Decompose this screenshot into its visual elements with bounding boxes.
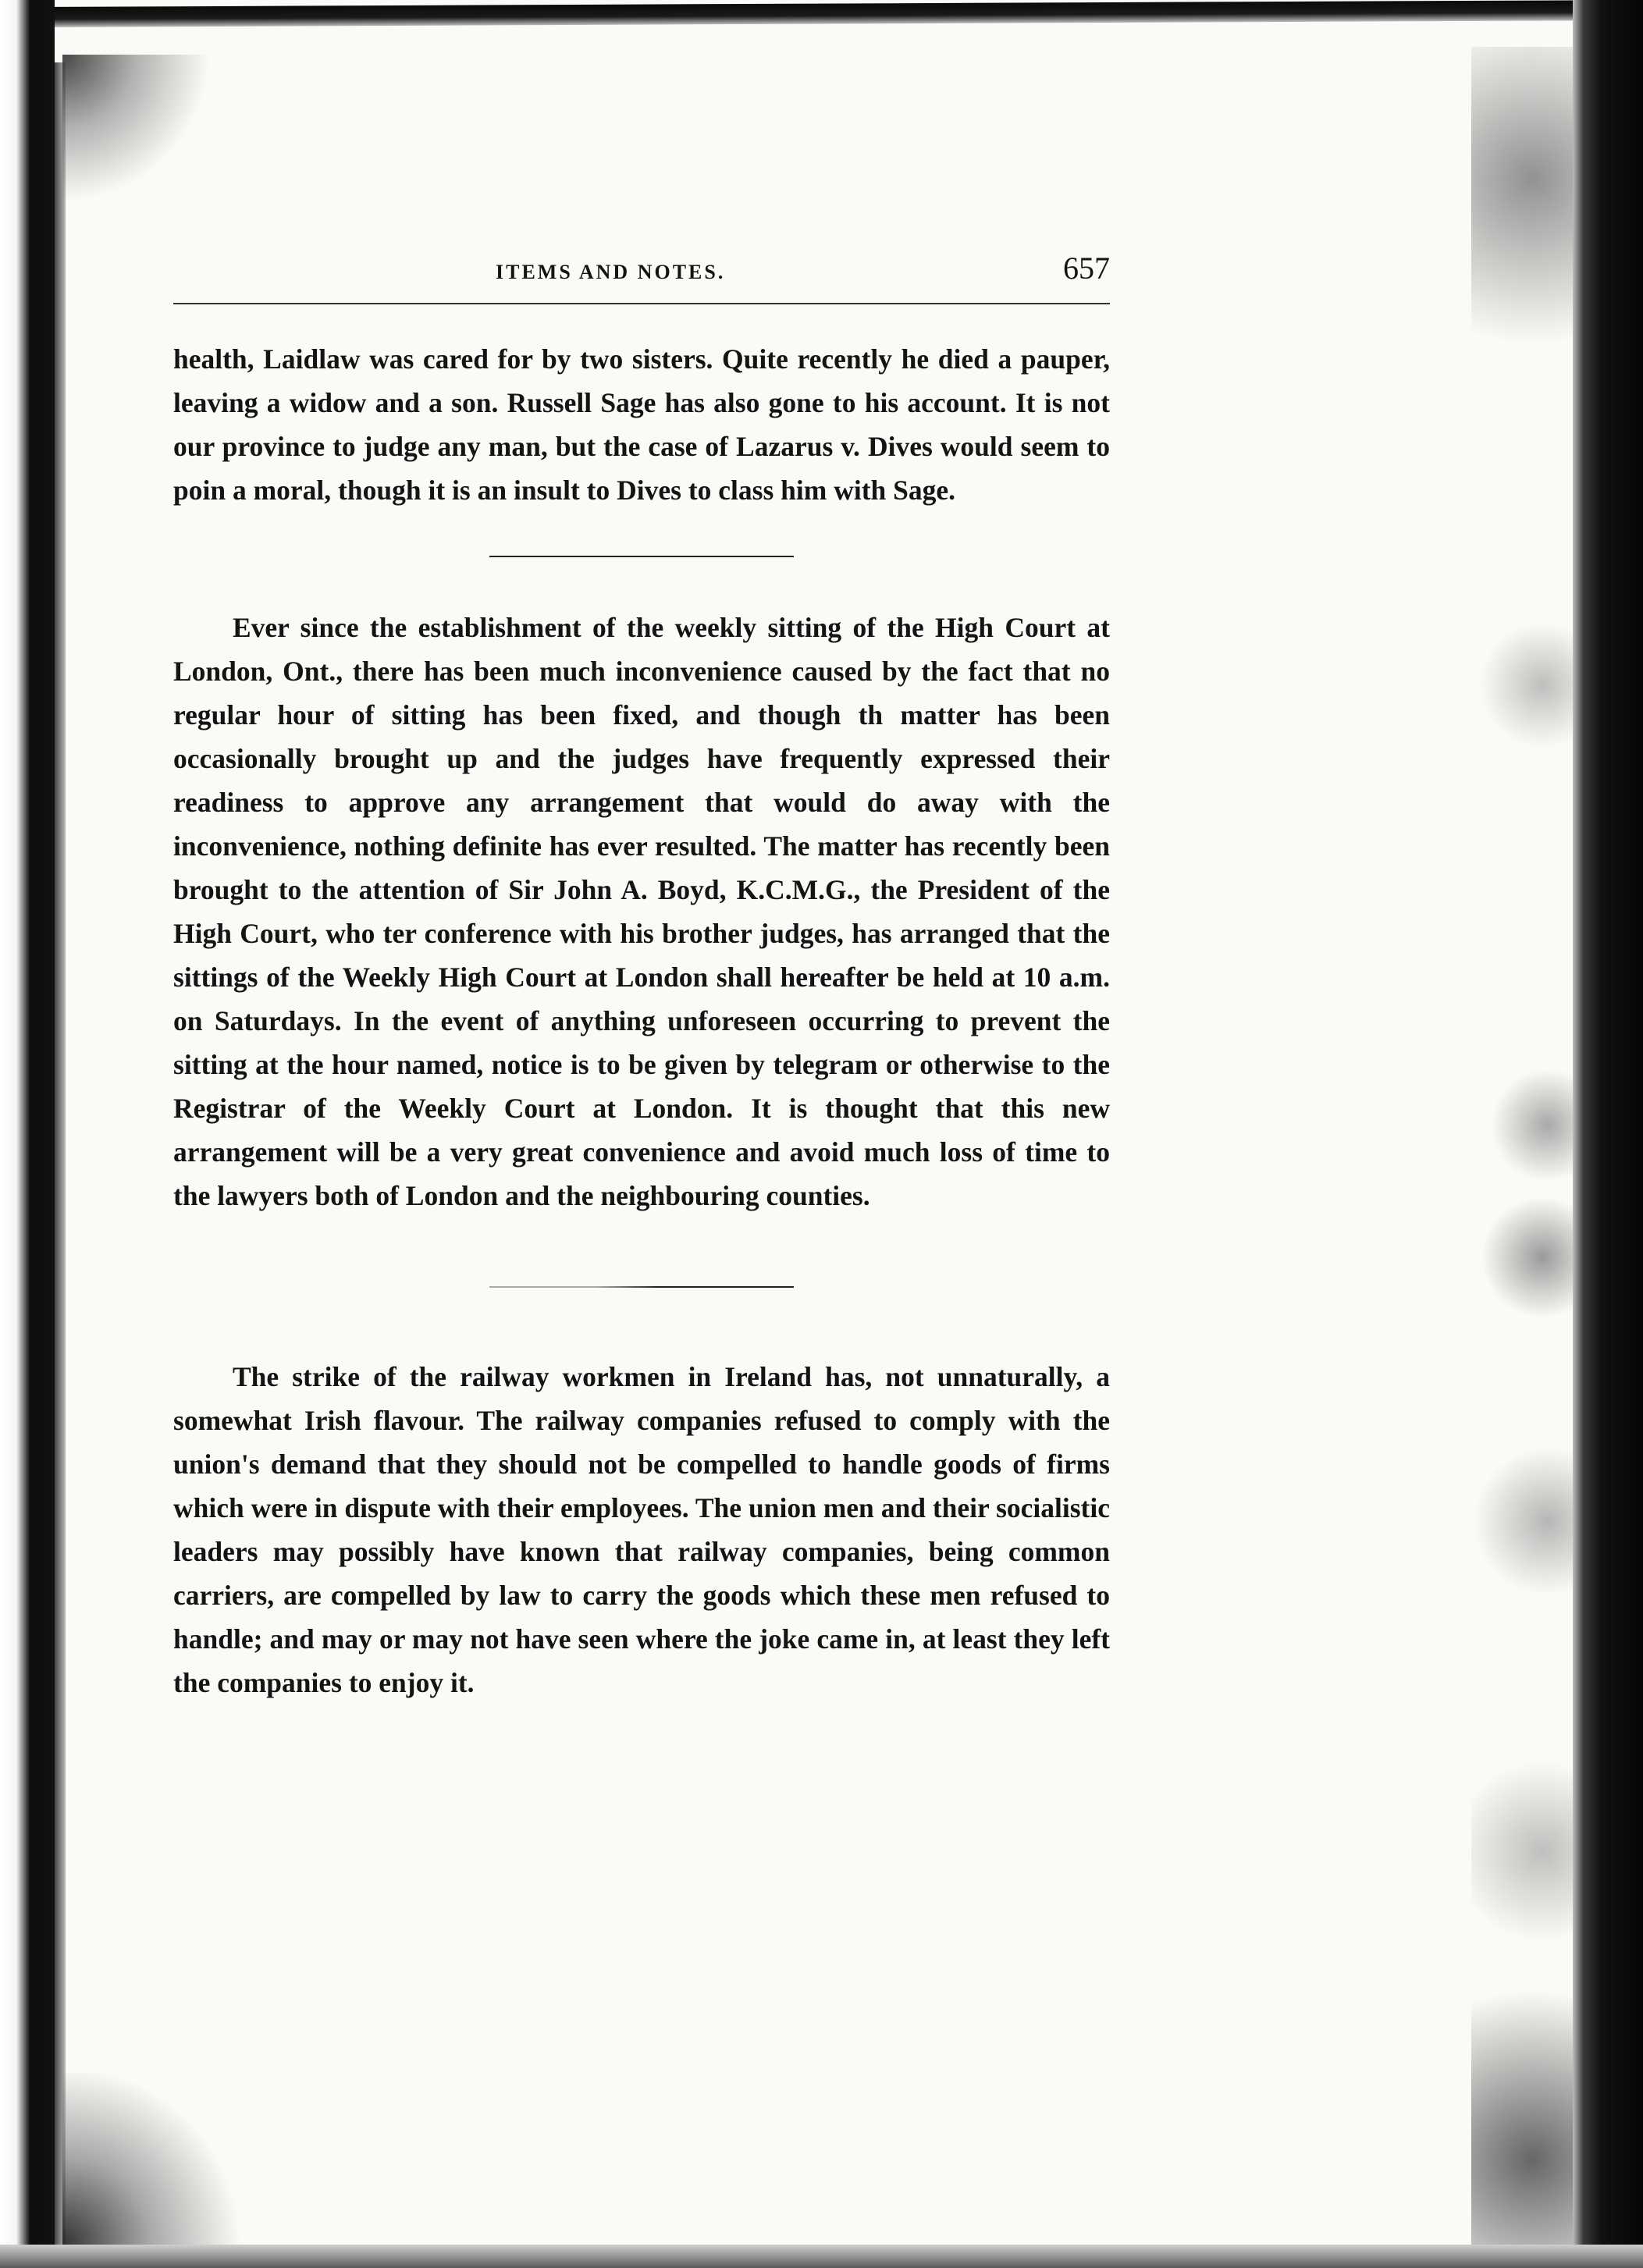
scan-top-edge-shadow [0, 0, 1643, 27]
paragraph-laidlaw: health, Laidlaw was cared for by two sisters. Quite recently he died a pauper, leaving a widow and a son. Russell Sage has also gone to his account. It is not our province to judge any man, but the case of Lazarus v. Dives would seem to poin a moral, though it is an insult to Dives to class him with Sage. [173, 343, 1110, 506]
page-content [173, 250, 1110, 1705]
running-head [173, 250, 1110, 297]
scan-bottom-edge-shadow [0, 2245, 1643, 2268]
running-title: ITEMS AND NOTES. [496, 261, 726, 283]
section-divider [489, 1286, 794, 1288]
scan-right-edge-shadow [1573, 0, 1643, 2268]
scan-left-edge-shadow [0, 0, 55, 2268]
page-number: 657 [1063, 251, 1110, 286]
scan-left-inner-shadow [55, 62, 66, 2268]
paragraph-high-court: Ever since the establishment of the weekly sitting of the High Court at London, Ont., there has been much inconvenience caused by the fact that no regular hour of sitting has been fixed, and though th matter has been occasionally brought up and the judges have frequently expressed their readiness to approve any arrangement that would do away with the inconvenience, nothing definite has ever resulted. The matter has recently been brought to the attention of Sir John A. Boyd, K.C.M.G., the President of the High Court, who ter conference with his brother judges, has arranged that the sittings of the Weekly High Court at London shall hereafter be held at 10 a.m. on Saturdays. In the event of anything unforeseen occurring to prevent the sitting at the hour named, notice is to be given by telegram or otherwise to the Registrar of the Weekly Court at London. It is thought that this new arrangement will be a very great convenience and avoid much loss of time to the lawyers both of London and the neighbouring counties. [173, 612, 1110, 1211]
header-rule [173, 303, 1110, 304]
scan-bottom-left-smudge [62, 2073, 250, 2245]
section-divider [489, 556, 794, 557]
paragraph-railway-strike: The strike of the railway workmen in Ireland has, not unnaturally, a somewhat Irish flavour. The railway companies refused to comply with the union's demand that they should not be compelled to handle goods of firms which were in dispute with their employees. The union men and their socialistic leaders may possibly have known that railway companies, being common carriers, are compelled by law to carry the goods which these men refused to handle; and may or may not have seen where the joke came in, at least they left the companies to enjoy it. [173, 1361, 1110, 1698]
scan-right-noise [1471, 47, 1573, 2248]
scan-top-left-smudge [62, 55, 211, 203]
